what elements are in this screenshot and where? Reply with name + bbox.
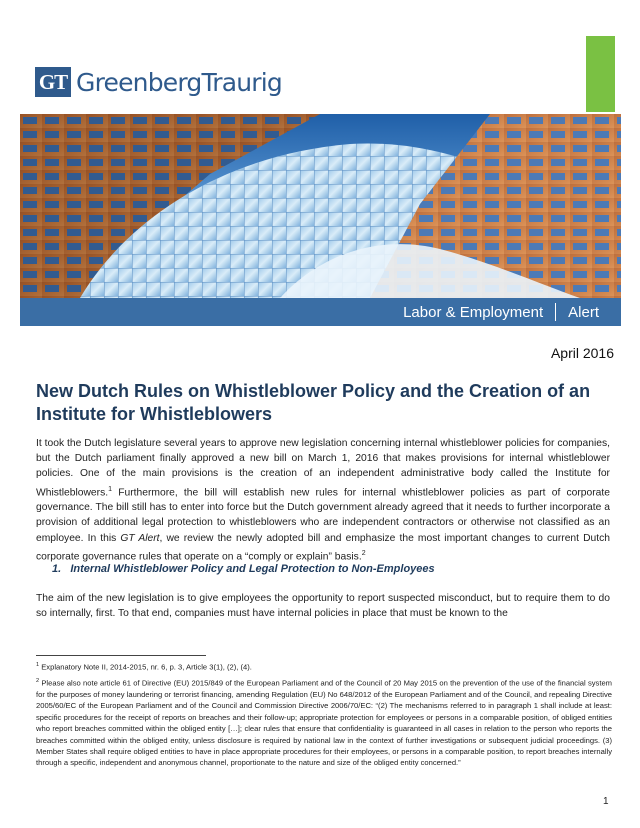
logo-wordmark: GreenbergTraurig — [76, 67, 282, 97]
intro-text-a: It took the Dutch legislature several years to approve new legislation concerning internal whistleblower policies for companies, but the Dutch parliament finally approved a new bill on March 1, 2016 that makes provisions for internal whistleblower policies. One of the main provisions is the creation of an independent administrative body called the Institute for Whistleblowers. — [36, 438, 610, 499]
footnote-ref-2[interactable]: 2 — [361, 549, 366, 557]
footnote-divider — [36, 655, 206, 656]
greenberg-traurig-logo — [35, 66, 282, 98]
intro-text-c: , we review the newly adopted bill and emphasize the most important changes to current Dutch corporate governance rules that operate on a “comply or explain” basis. — [36, 532, 610, 563]
footnote-ref-1[interactable]: 1 — [108, 485, 113, 493]
footnote-text: Please also note article 61 of Directive (EU) 2015/849 of the European Parliament and of the Council of 20 May 2015 on the prevention of the use of the financial system for the purposes of money laundering or terrorist financing, amending Regulation (EU) No 648/2012 of the European Parliament and of the Council, and repealing Directive 2005/60/EC of the European Parliament and of the Council and Commission Directive 2006/70/EC: “(2) The mechanisms referred to in paragraph 1 shall include at least: specific procedures for the receipt of reports on breaches and their follow-up; appropriate protection for employees or persons in a comparable position, of obliged entities who report breaches committed within the obliged entity […]; clear rules that ensure that confidentiality is guaranteed in all cases in relation to the person who reports the breaches committed within the obliged entity, unless disclosure is required by national law in the context of further investigations or subsequent judicial proceedings. (3) Member States shall require obliged entities to have in place appropriate procedures for their employees, or persons in a comparable position, to report breaches internally through a specific, independent and anonymous channel, proportionate to the nature and size of the obliged entity concerned.” — [36, 678, 612, 768]
section-heading — [52, 563, 435, 575]
footnote-text: Explanatory Note II, 2014-2015, nr. 6, p. 3, Article 3(1), (2), (4). — [39, 662, 252, 672]
section-title: Internal Whistleblower Policy and Legal Protection to Non-Employees — [70, 563, 435, 575]
footnote-mark: 2 — [36, 678, 40, 684]
section-number: 1. — [52, 563, 62, 575]
glass-buildings-photo-icon — [20, 114, 621, 298]
intro-text-b: Furthermore, the bill will establish new rules for internal whistleblower policies as part of corporate governance. The bill still has to enter into force but the Dutch government already agreed that it needs to further incorporate a provision of additional legal protection to whistleblowers who are independent contractors or otherwise not classified as an employee. In this — [36, 487, 610, 544]
divider — [555, 303, 556, 321]
publication-date: April 2016 — [550, 345, 614, 361]
footnote-1 — [36, 660, 612, 673]
gt-alert-emphasis: GT Alert — [120, 532, 160, 544]
logo-mark: GT — [35, 67, 71, 97]
footnote-2 — [36, 676, 612, 769]
banner-photo — [20, 114, 621, 298]
intro-paragraph — [36, 436, 610, 564]
section-paragraph: The aim of the new legislation is to give employees the opportunity to report suspected misconduct, but to require them to do so internally, first. To that end, companies must have internal policies in place that must be known to the — [36, 593, 610, 620]
page-number: 1 — [603, 796, 609, 807]
page-title: New Dutch Rules on Whistleblower Policy and the Creation of an Institute for Whistleblowers — [36, 381, 591, 424]
accent-bar — [586, 36, 615, 112]
alert-type-label: Alert — [568, 303, 599, 321]
alert-bar — [20, 298, 621, 326]
footnote-mark: 1 — [36, 662, 40, 668]
practice-label: Labor & Employment — [403, 303, 544, 321]
